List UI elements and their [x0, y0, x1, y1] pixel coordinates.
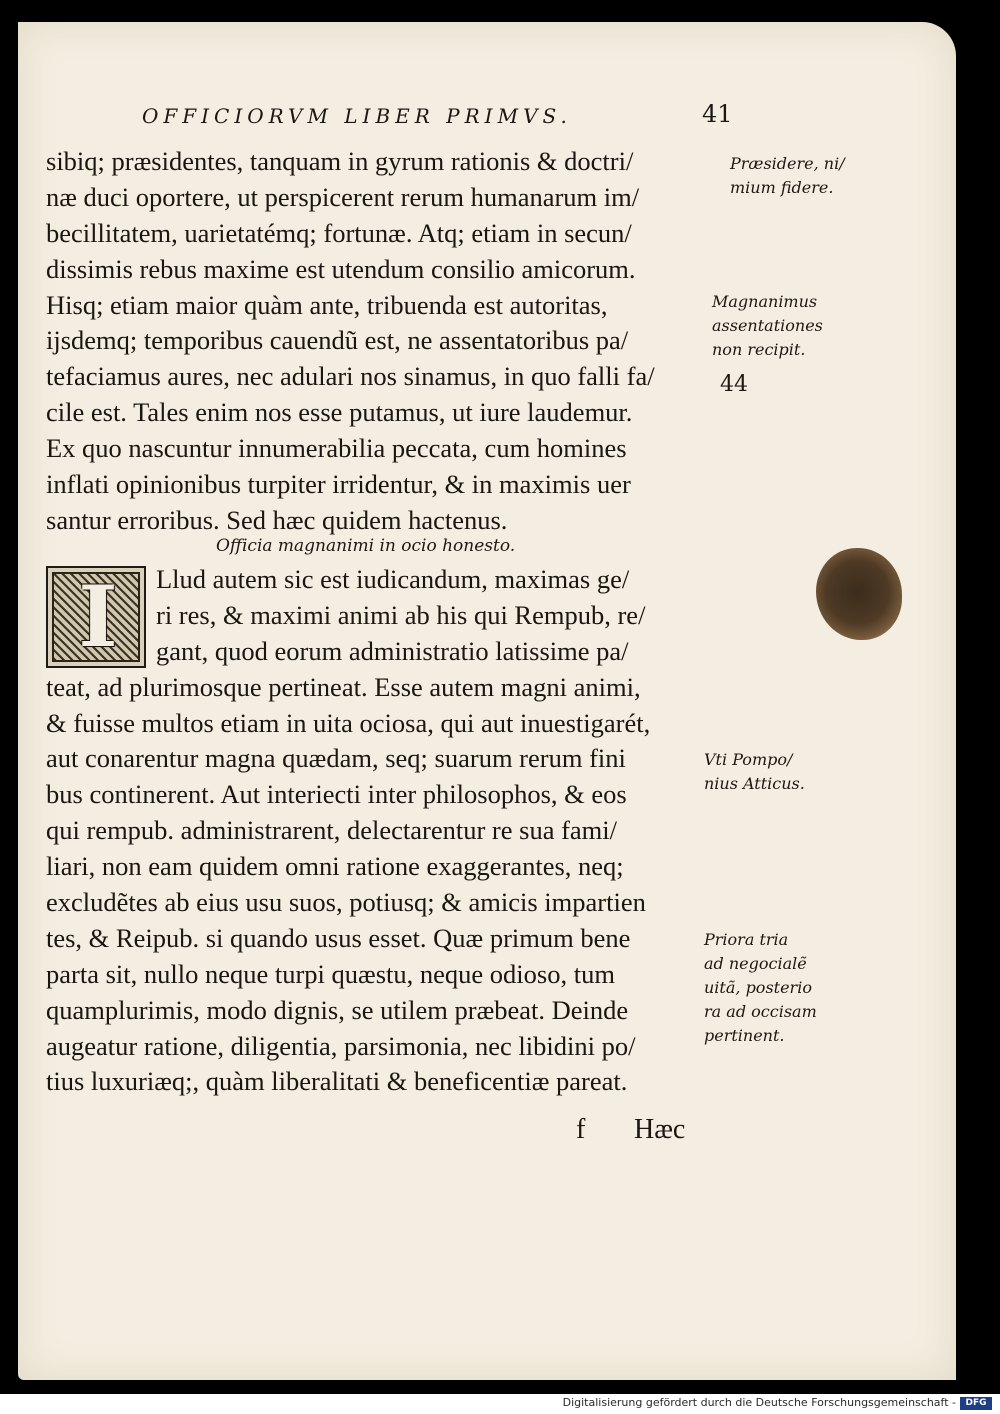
catchword-line: [576, 1114, 736, 1146]
text-block-bottom: [46, 562, 726, 1100]
text-line: quamplurimis, modo dignis, se utilem præbeat. Deinde: [46, 994, 629, 1025]
text-line: Llud autem sic est iudicandum, maximas ge/: [156, 564, 630, 594]
text-line: aut conarentur magna quædam, seq; suarum rerum fini: [46, 743, 626, 774]
catchword: Hæc: [634, 1114, 686, 1145]
text-line: Ex quo nascuntur innumerabilia peccata, cum homines: [46, 433, 627, 464]
margin-note-line: Vti Pompo/: [704, 750, 793, 769]
margin-note-pomponius: [704, 748, 805, 796]
margin-note-line: Magnanimus: [712, 292, 818, 311]
margin-note-line: assentationes: [712, 316, 823, 335]
initial-letter: I: [78, 567, 118, 666]
text-line: becillitatem, uarietatémq; fortunæ. Atq; etiam in secun/: [46, 217, 632, 248]
dfg-logo-icon: DFG: [960, 1397, 992, 1410]
running-title: OFFICIORVM LIBER PRIMVS.: [142, 104, 572, 128]
margin-note-line: non recipit.: [712, 340, 806, 359]
text-line: næ duci oportere, ut perspicerent rerum humanarum im/: [46, 181, 640, 212]
text-line: inflati opinionibus turpiter irridentur, & in maximis uer: [46, 469, 631, 500]
footer-bar: [0, 1394, 1000, 1414]
text-line: bus continerent. Aut interiecti inter philosophos, & eos: [46, 779, 627, 810]
margin-note-magnanimus: [712, 290, 823, 362]
text-line: santur erroribus. Sed hæc quidem hactenus.: [46, 504, 508, 535]
margin-note-line: Priora tria: [704, 930, 789, 949]
text-line: tius luxuriæq;, quàm liberalitati & beneficentiæ pareat.: [46, 1066, 628, 1097]
text-line: qui rempub. administrarent, delectarentur re sua fami/: [46, 815, 618, 846]
text-line: & fuisse multos etiam in uita ociosa, qui aut inuestigarét,: [46, 707, 651, 738]
margin-note-line: nius Atticus.: [704, 774, 805, 793]
text-line: ri res, & maximi animi ab his qui Rempub, re/: [156, 599, 646, 630]
text-line: tes, & Reipub. si quando usus esset. Quæ primum bene: [46, 922, 631, 953]
text-line: ijsdemq; temporibus cauendũ est, ne assentatoribus pa/: [46, 325, 629, 356]
margin-note-line: ra ad occisam: [704, 1002, 817, 1021]
margin-note-line: mium fidere.: [730, 178, 834, 197]
text-line: sibiq; præsidentes, tanquam in gyrum rationis & doctri/: [46, 146, 634, 176]
margin-number: 44: [720, 372, 748, 397]
margin-note-praesidere: [730, 152, 845, 200]
text-line: teat, ad plurimosque pertineat. Esse autem magni animi,: [46, 671, 641, 702]
margin-note-line: Præsidere, ni/: [730, 154, 845, 173]
paper-stain: [816, 548, 902, 640]
text-line: dissimis rebus maxime est utendum consilio amicorum.: [46, 253, 636, 284]
funding-credit: Digitalisierung gefördert durch die Deutsche Forschungsgemeinschaft -: [562, 1396, 956, 1409]
text-line: liari, non eam quidem omni ratione exaggerantes, neq;: [46, 851, 624, 882]
margin-note-line: pertinent.: [704, 1026, 785, 1045]
text-line: excludẽtes ab eius usu suos, potiusq; & amicis impartien: [46, 887, 646, 918]
text-line: Hisq; etiam maior quàm ante, tribuenda est autoritas,: [46, 289, 608, 320]
text-line: gant, quod eorum administratio latissime pa/: [156, 635, 629, 666]
folio-number: 41: [702, 100, 733, 128]
margin-note-line: ad negocialẽ: [704, 954, 807, 973]
text-block-top: [46, 144, 726, 539]
text-line: augeatur ratione, diligentia, parsimonia, nec libidini po/: [46, 1030, 636, 1061]
margin-note-priora-tria: [704, 928, 817, 1048]
text-line: tefaciamus aures, nec adulari nos sinamus, in quo falli fa/: [46, 361, 655, 392]
section-subheading: Officia magnanimi in ocio honesto.: [216, 536, 516, 556]
text-line: parta sit, nullo neque turpi quæstu, neque odioso, tum: [46, 958, 615, 989]
signature-mark: f: [576, 1114, 586, 1145]
book-page: [18, 22, 956, 1380]
margin-note-line: uitã, posterio: [704, 978, 812, 997]
text-line: cile est. Tales enim nos esse putamus, ut iure laudemur.: [46, 397, 633, 428]
